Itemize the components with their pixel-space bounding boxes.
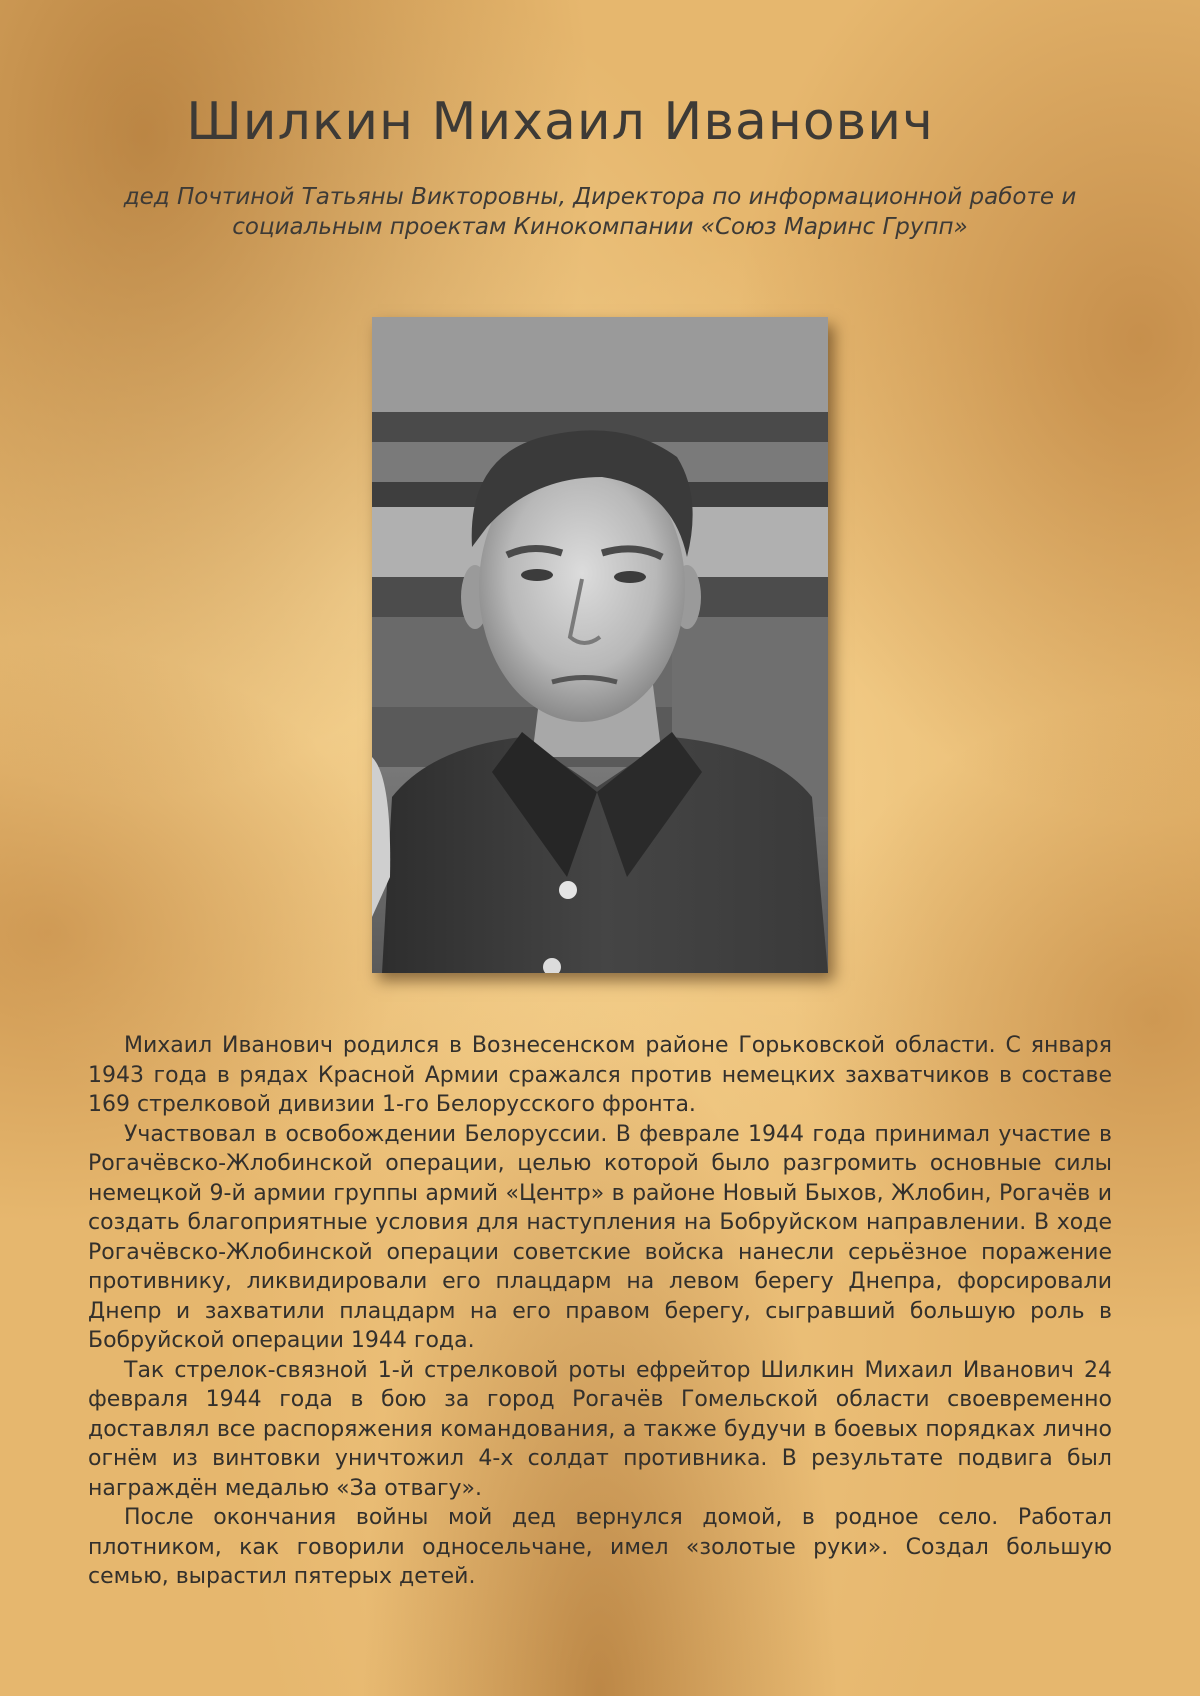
page-subtitle: [90, 182, 1110, 242]
subtitle-line: дед Почтиной Татьяны Викторовны, Директора по информационной работе и: [123, 184, 1077, 210]
portrait-photo: [372, 317, 828, 973]
biography-paragraph: После окончания войны мой дед вернулся домой, в родное село. Работал плотником, как говорили односельчане, имел «золотые руки». Создал большую семью, вырастил пятерых детей.: [88, 1505, 1112, 1589]
biography-paragraph: Так стрелок-связной 1-й стрелковой роты ефрейтор Шилкин Михаил Иванович 24 февраля 1944 года в бою за город Рогачёв Гомельской области своевременно доставлял все распоряжения командования, а также будучи в боевых порядках лично огнём из винтовки уничтожил 4-х солдат противника. В результате подвига был награждён медалью «За отвагу».: [88, 1357, 1112, 1501]
subtitle-line: социальным проектам Кинокомпании «Союз Маринс Групп»: [232, 214, 968, 240]
portrait-photo-icon: [372, 317, 828, 973]
biography-text: [88, 1031, 1112, 1592]
page-title: Шилкин Михаил Иванович: [186, 92, 934, 152]
biography-paragraph: Михаил Иванович родился в Вознесенском районе Горьковской области. С января 1943 года в рядах Красной Армии сражался против немецких захватчиков в составе 169 стрелковой дивизии 1-го Белорусского фронта.: [88, 1033, 1112, 1117]
biography-paragraph: Участвовал в освобождении Белоруссии. В феврале 1944 года принимал участие в Рогачёвско-Жлобинской операции, целью которой было разгромить основные силы немецкой 9-й армии группы армий «Центр» в районе Новый Быхов, Жлобин, Рогачёв и создать благоприятные условия для наступления на Бобруйском направлении. В ходе Рогачёвско-Жлобинской операции советские войска нанесли серьёзное поражение противнику, ликвидировали его плацдарм на левом берегу Днепра, форсировали Днепр и захватили плацдарм на его правом берегу, сыгравший большую роль в Бобруйской операции 1944 года.: [88, 1121, 1112, 1353]
